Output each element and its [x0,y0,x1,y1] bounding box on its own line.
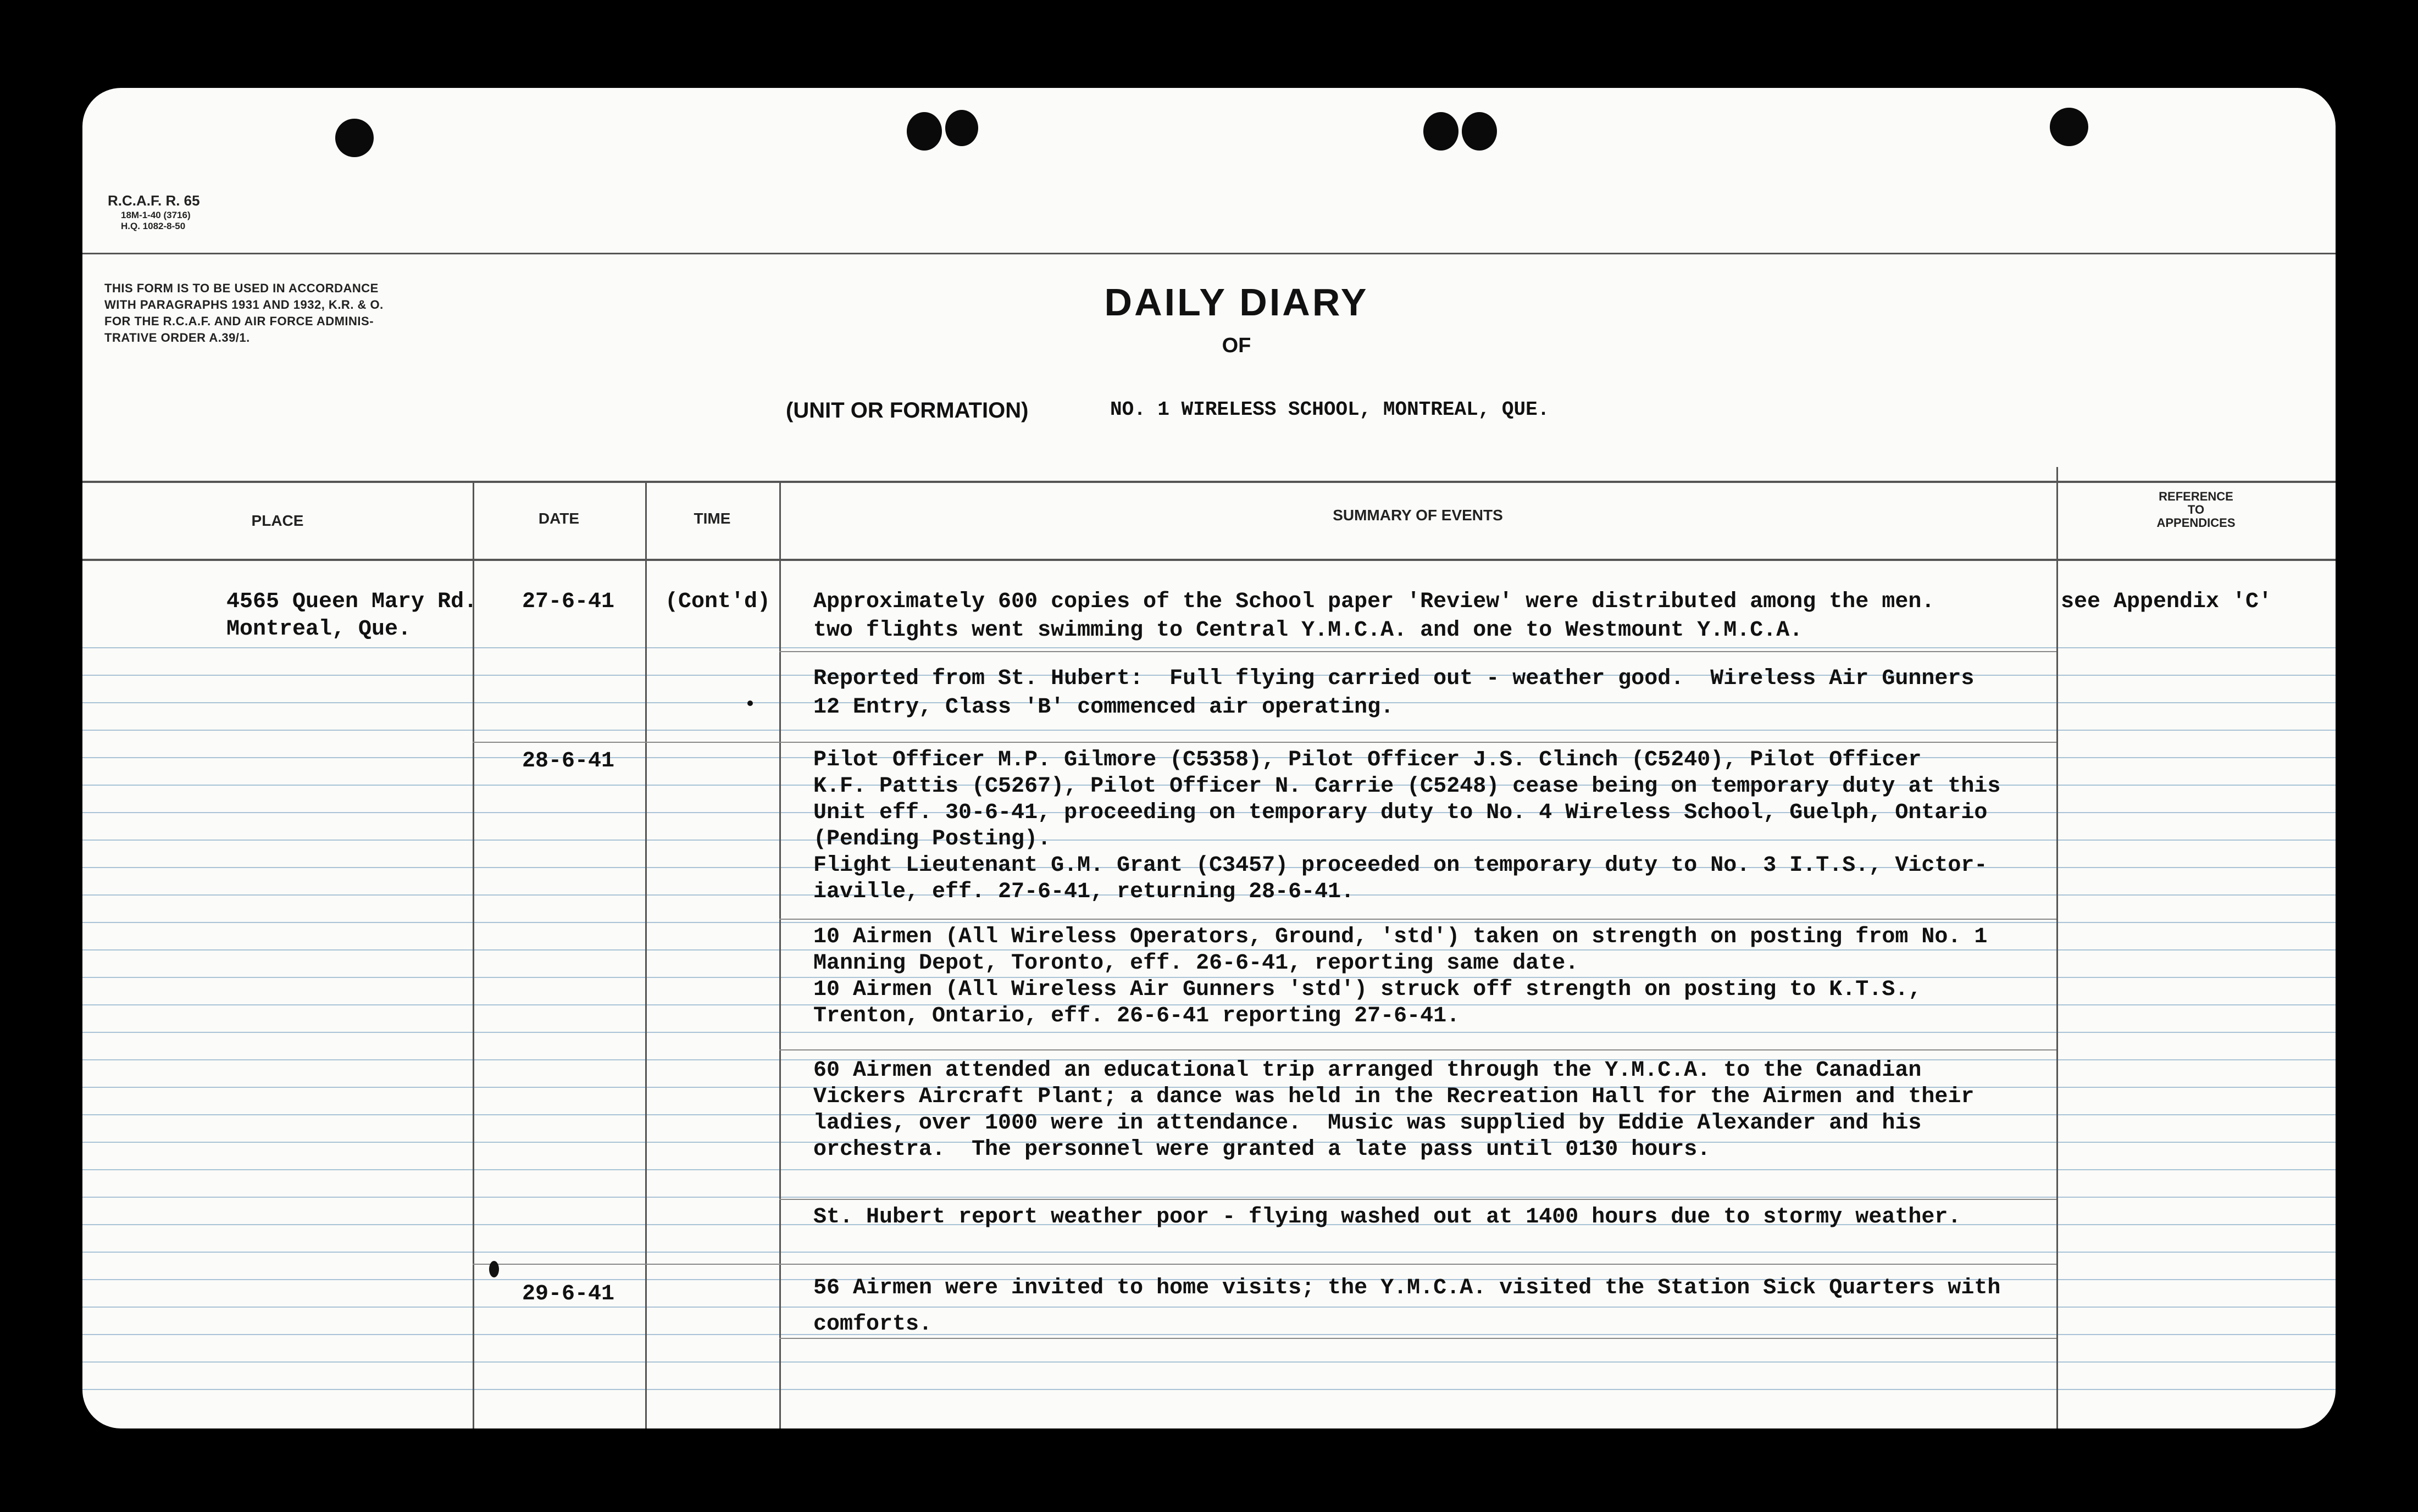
place-line-2: Montreal, Que. [226,617,412,642]
summary-entry: St. Hubert report weather poor - flying washed out at 1400 hours due to stormy weather. [813,1205,1961,1230]
punch-hole [335,119,374,157]
place-line-1: 4565 Queen Mary Rd. [226,590,478,614]
summary-entry: 56 Airmen were invited to home visits; the Y.M.C.A. visited the Station Sick Quarters with comforts. [813,1276,2001,1337]
punch-hole [1423,112,1458,151]
column-header-place: PLACE [251,512,304,529]
table-header-border [82,559,2336,561]
date-entry: 28-6-41 [522,749,615,774]
punch-hole [945,110,978,146]
column-header-date: DATE [538,510,580,527]
reference-entry: see Appendix 'C' [2061,590,2272,614]
summary-entry: Pilot Officer M.P. Gilmore (C5358), Pilot Officer J.S. Clinch (C5240), Pilot Officer K.F. Pattis (C5267), Pilot Officer N. Carrie (C5248) cease being on temporary duty at this Unit eff. 30-6-41, proceeding on temporary duty to No. 4 Wireless School, Guelph, Ontario (Pending Posting). Flight Lieutenant G.M. Grant (C3457) proceeded on temporary duty to No. 3 I.T.S., Victor- iaville, eff. 27-6-41, returning 28-6-41. [813,748,2001,904]
summary-entry: 10 Airmen (All Wireless Operators, Ground, 'std') taken on strength on posting from No. 1 Manning Depot, Toronto, eff. 26-6-41, reporting same date. 10 Airmen (All Wireless Air Gunners 'std') struck off strength on posting to K.T.S., Trenton, Ontario, eff. 26-6-41 reporting 27-6-41. [813,925,1988,1029]
date-entry: 29-6-41 [522,1282,615,1307]
date-entry: 27-6-41 [522,590,615,614]
form-notice: THIS FORM IS TO BE USED IN ACCORDANCE WITH PARAGRAPHS 1931 AND 1932, K.R. & O. FOR THE R.C.A.F. AND AIR FORCE ADMINIS- TRATIVE ORDER A.39/1. [104,281,384,344]
page-title: DAILY DIARY [1104,281,1369,324]
column-divider [779,481,781,1428]
form-code-line: 18M-1-40 (3716) H.Q. 1082-8-50 [121,210,191,231]
column-divider [645,481,647,1428]
unit-value: NO. 1 WIRELESS SCHOOL, MONTREAL, QUE. [1110,398,1550,421]
diary-card [82,88,2336,1428]
unit-label: (UNIT OR FORMATION) [786,398,1029,423]
column-divider [473,481,474,1428]
punch-hole [2050,108,2088,146]
column-header-time: TIME [694,510,731,527]
time-entry: (Cont'd) [665,590,771,614]
table-top-border [82,481,2336,483]
summary-entry: 60 Airmen attended an educational trip arranged through the Y.M.C.A. to the Canadian Vickers Aircraft Plant; a dance was held in the Recreation Hall for the Airmen and their ladies, over 1000 were in attendance. Music was supplied by Eddie Alexander and his orchestra. The personnel were granted a late pass until 0130 hours. [813,1058,1975,1162]
punch-hole [1462,112,1497,151]
punch-hole [907,112,942,151]
column-divider [2056,467,2058,1428]
page-subtitle: OF [1222,334,1251,357]
column-header-summary: SUMMARY OF EVENTS [1333,507,1503,524]
summary-entry: Approximately 600 copies of the School paper 'Review' were distributed among the men. two flights went swimming to Central Y.M.C.A. and one to Westmount Y.M.C.A. [813,590,1935,643]
form-code: R.C.A.F. R. 65 [108,192,200,209]
summary-entry: Reported from St. Hubert: Full flying carried out - weather good. Wireless Air Gunners 12 Entry, Class 'B' commenced air operating. [813,666,1975,720]
header-rule [82,253,2336,254]
column-header-reference: REFERENCE TO APPENDICES [2156,490,2236,530]
